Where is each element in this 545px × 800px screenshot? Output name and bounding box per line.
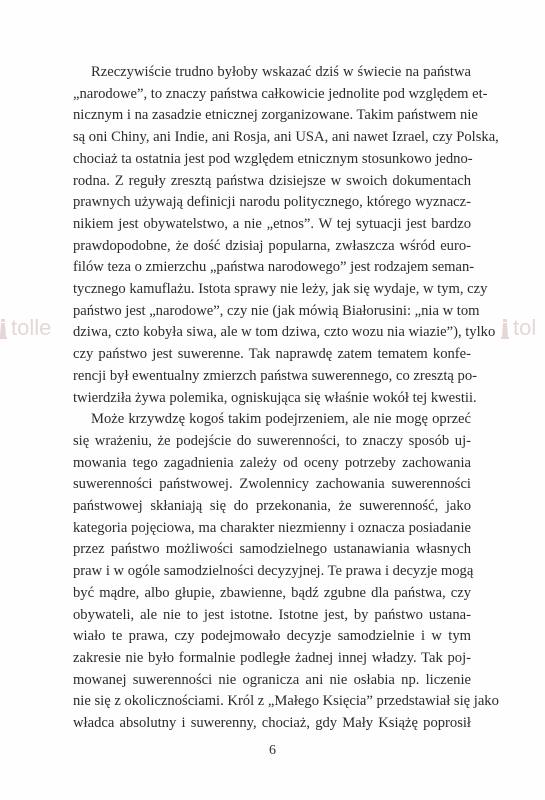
text-line: nicznym i na zasadzie etnicznej zorganizowane. Takim państwem nie bbox=[73, 107, 478, 124]
text-line: mowania tego zagadnienia zależy od oceny potrzeby zachowania bbox=[73, 454, 471, 471]
text-line: tycznego kamuflażu. Istota sprawy nie leży, jak się wydaje, w tym, czy bbox=[73, 281, 488, 298]
body-text bbox=[73, 62, 499, 735]
text-line: Może krzywdzę kogoś takim podejrzeniem, ale nie mogę oprzeć bbox=[91, 411, 471, 428]
text-line: państwo jest „narodowe”, czy nie (jak mówią Białorusini: „nia w tom bbox=[73, 302, 480, 319]
text-line: czy państwo jest suwerenne. Tak naprawdę zatem tematem konfe- bbox=[73, 346, 471, 363]
text-line: być mądre, albo głupie, zbawienne, bądź zgubne dla państwa, czy bbox=[73, 584, 471, 601]
text-line: chociaż ta ostatnia jest pod względem etnicznym stosunkowo jedno- bbox=[73, 150, 473, 167]
text-line: twierdziła żywa polemika, ogniskująca się właśnie wokół tej kwestii. bbox=[73, 389, 477, 406]
lighthouse-icon bbox=[500, 317, 510, 339]
text-line: nikiem jest obywatelstwo, a nie „etnos”. W tej sytuacji jest bardzo bbox=[73, 215, 471, 232]
paragraph-2 bbox=[73, 409, 499, 735]
watermark-right bbox=[500, 315, 536, 341]
text-line: praw i w ogóle samodzielności decyzyjnej. Te prawa i decyzje mogą bbox=[73, 563, 474, 580]
lighthouse-icon bbox=[0, 317, 8, 339]
watermark-right-text: tol bbox=[513, 315, 537, 340]
text-line: obywateli, ale nie to jest istotne. Istotne jest, by państwo ustana- bbox=[73, 606, 471, 623]
text-line: dziwa, czto kobyła siwa, ale w tom dziwa, czto wozu nia wiazie”), tylko bbox=[73, 324, 496, 341]
text-line: prawdopodobne, że dość dzisiaj popularna, zwłaszcza wśród euro- bbox=[73, 237, 471, 254]
text-line: przez państwo możliwości samodzielnego ustanawiania własnych bbox=[73, 541, 471, 558]
text-line: rodna. Z reguły zresztą państwa dzisiejsze w swoich dokumentach bbox=[73, 172, 471, 189]
text-line: mowanej suwerenności nie ogranicza ani nie osłabia np. liczenie bbox=[73, 671, 471, 688]
watermark-left bbox=[0, 315, 51, 341]
text-line: filów teza o zmierzchu „państwa narodowego” jest rodzajem seman- bbox=[73, 259, 475, 276]
text-line: zakresie nie było formalnie podległe żadnej innej władzy. Tak poj- bbox=[73, 649, 471, 666]
page-number: 6 bbox=[269, 743, 276, 758]
text-line: rencji był ewentualny zmierzch państwa suwerennego, co zresztą po- bbox=[73, 367, 477, 384]
text-line: nie się z okolicznościami. Król z „Małego Księcia” przedstawiał się jako bbox=[73, 693, 499, 710]
text-line: państwowej skłaniają się do przekonania, że suwerenność, jako bbox=[73, 498, 471, 515]
text-line: „narodowe”, to znaczy państwa całkowicie jednolite pod względem et- bbox=[73, 85, 488, 102]
text-line: suwerenności państwowej. Zwolennicy zachowania suwerenności bbox=[73, 476, 471, 493]
text-line: kategoria pojęciowa, ma charakter niezmienny i oznacza posiadanie bbox=[73, 519, 471, 536]
watermark-left-text: tolle bbox=[11, 315, 52, 340]
text-line: się wrażeniu, że podejście do suwerenności, to znaczy sposób uj- bbox=[73, 432, 471, 449]
paragraph-1 bbox=[73, 62, 499, 409]
text-line: prawnych używają definicji narodu politycznego, którego wyznacz- bbox=[73, 194, 471, 211]
text-line: Rzeczywiście trudno byłoby wskazać dziś w świecie na państwa bbox=[91, 64, 471, 80]
text-line: władca absolutny i suwerenny, chociaż, gdy Mały Książę poprosił bbox=[73, 715, 471, 732]
text-line: są oni Chiny, ani Indie, ani Rosja, ani USA, ani nawet Izrael, czy Polska, bbox=[73, 129, 499, 146]
text-line: wiało te prawa, czy podejmowało decyzje samodzielnie i w tym bbox=[73, 628, 471, 645]
